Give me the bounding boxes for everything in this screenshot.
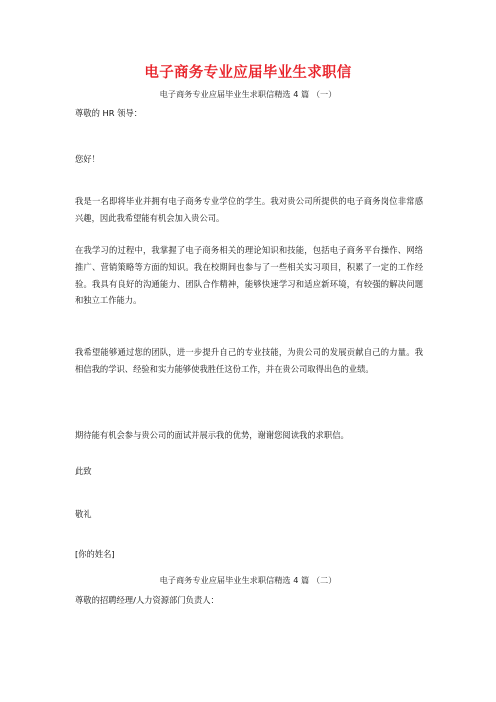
section-1-salutation: 尊敬的 HR 领导：	[75, 108, 143, 118]
section-1-heading: 电子商务专业应届毕业生求职信精选 4 篇 （一）	[159, 89, 337, 99]
section-1-paragraph: 我是一名即将毕业并拥有电子商务专业学位的学生。我对贵公司所提供的电子商务岗位非常感兴趣，因此我希望能有机会加入贵公司。	[75, 196, 423, 223]
section-1-closing: 此致	[75, 466, 92, 476]
section-1-paragraph: 我希望能够通过您的团队，进一步提升自己的专业技能，为贵公司的发展贡献自己的力量。我相信我的学识、经验和实力能够使我胜任这份工作，并在贵公司取得出色的业绩。	[75, 347, 423, 374]
section-2-salutation: 尊敬的招聘经理/人力资源部门负责人：	[75, 595, 219, 605]
section-1-paragraph: 在我学习的过程中，我掌握了电子商务相关的理论知识和技能，包括电子商务平台操作、网络推广、营销策略等方面的知识。我在校期间也参与了一些相关实习项目，积累了一定的工作经验。我具有良好的沟通能力、团队合作精神，能够快速学习和适应新环境，有较强的解决问题和独立工作能力。	[75, 245, 423, 306]
section-2-heading: 电子商务专业应届毕业生求职信精选 4 篇 （二）	[159, 575, 337, 585]
document-title: 电子商务专业应届毕业生求职信	[144, 65, 352, 81]
section-1-signature: [你的姓名]	[75, 549, 115, 559]
section-1-paragraph: 期待能有机会参与贵公司的面试并展示我的优势，谢谢您阅读我的求职信。	[75, 430, 349, 440]
section-1-regards: 敬礼	[75, 509, 92, 519]
section-1-greeting: 您好！	[75, 154, 100, 164]
